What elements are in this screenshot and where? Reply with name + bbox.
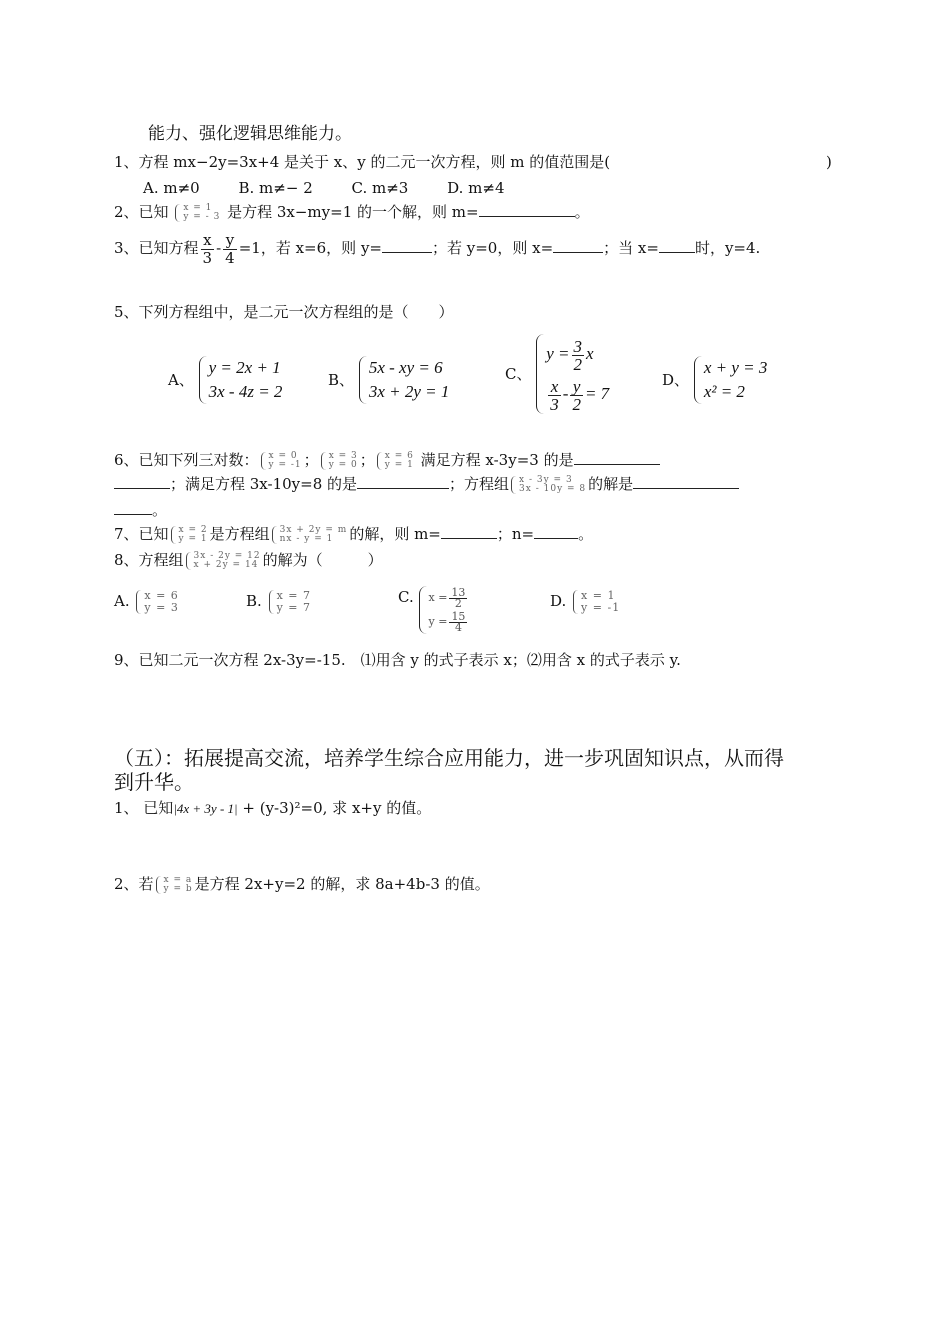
frac-den: 3	[550, 394, 559, 414]
question-3-end: 时，y=4.	[694, 239, 761, 257]
eq-part: -	[562, 384, 569, 403]
problem-2-text: 是方程 2x+y=2 的解，求 8a+4b-3 的值。	[194, 875, 490, 893]
question-5: 5、下列方程组中，是二元一次方程组的是（ ）	[114, 303, 454, 321]
question-7-system	[272, 526, 348, 544]
answer-blank[interactable]	[534, 524, 578, 539]
question-2-end: 。	[574, 203, 590, 221]
question-7-pair	[171, 526, 208, 544]
fraction	[201, 232, 215, 267]
mini-eq: x = 7	[276, 589, 311, 602]
section-5-heading: （五）：拓展提高交流，培养学生综合应用能力，进一步巩固知识点，从而得	[114, 746, 784, 770]
question-3-text3: ；当 x=	[603, 239, 659, 257]
option-system	[419, 586, 470, 634]
question-8-option-c	[398, 586, 469, 634]
question-2-system	[175, 204, 220, 222]
frac-num: 13	[451, 585, 466, 599]
question-6-line1	[114, 450, 660, 470]
question-2-text: 是方程 3x−my=1 的一个解，则 m=	[227, 203, 479, 221]
problem-1-prefix: 1、 已知	[114, 799, 174, 817]
question-8	[114, 550, 383, 570]
equation-system	[536, 334, 609, 414]
eq-part: x =	[428, 591, 448, 604]
question-6-text1: 满足方程 x-3y=3 的是	[420, 451, 574, 469]
problem-2-prefix: 2、若	[114, 875, 154, 893]
equation: 5x - xy = 6	[368, 358, 443, 377]
frac-den: 3	[202, 248, 213, 267]
question-8-prefix: 8、方程组	[114, 551, 184, 569]
problem-1-text: + (y-3)²=0, 求 x+y 的值。	[242, 799, 432, 817]
question-1-text: 1、方程 mx−2y=3x+4 是关于 x、y 的二元一次方程，则 m 的值范围是(	[114, 153, 611, 171]
problem-2-pair	[156, 876, 193, 894]
option-label: C、	[505, 365, 532, 383]
minus: -	[216, 239, 222, 257]
separator: ；	[359, 451, 375, 469]
question-6-prefix: 6、已知下列三对数：	[114, 451, 259, 469]
answer-blank[interactable]	[574, 450, 660, 465]
question-9: 9、已知二元一次方程 2x-3y=-15. ⑴用含 y 的式子表示 x；⑵用含 x 的式子表示 y.	[114, 651, 681, 669]
question-7	[114, 524, 593, 544]
pair-1	[261, 452, 302, 470]
mini-eq: y = 7	[276, 601, 312, 614]
mini-eq: x = 2	[178, 525, 208, 535]
option-d: D. m≠4	[447, 179, 505, 197]
question-6-text3: ；方程组	[449, 475, 510, 493]
intro-line: 能力、强化逻辑思维能力。	[148, 124, 352, 144]
option-c-system	[505, 334, 609, 414]
mini-eq: nx - y = 1	[279, 534, 334, 544]
fraction	[548, 378, 561, 413]
equation-system	[359, 356, 450, 404]
answer-blank[interactable]	[633, 474, 739, 489]
equation: 3x + 2y = 1	[368, 382, 450, 401]
mini-eq: y = - 3	[183, 212, 221, 222]
option-label: D.	[550, 592, 567, 610]
answer-blank[interactable]	[114, 500, 152, 515]
question-2-prefix: 2、已知	[114, 203, 169, 221]
question-6-text2: ；满足方程 3x-10y=8 的是	[170, 475, 358, 493]
question-7-prefix: 7、已知	[114, 525, 169, 543]
option-system	[269, 590, 311, 614]
answer-blank[interactable]	[357, 474, 449, 489]
pair-2	[321, 452, 358, 470]
mini-eq: x + 2y = 14	[193, 560, 259, 570]
mini-eq: 3x - 10y = 8	[519, 484, 587, 494]
answer-blank[interactable]	[441, 524, 497, 539]
mini-eq: 3x - 2y = 12	[193, 551, 261, 561]
option-b: B. m≠− 2	[238, 179, 313, 197]
frac-num: 3	[573, 336, 583, 356]
option-label: B、	[328, 371, 355, 389]
fraction	[449, 609, 467, 634]
mini-eq: y = 1	[178, 534, 208, 544]
frac-den: 2	[454, 596, 462, 610]
equation: x² = 2	[703, 382, 745, 401]
answer-blank[interactable]	[479, 202, 575, 217]
option-label: B.	[246, 592, 262, 610]
option-label: A、	[168, 371, 194, 389]
frac-num: 15	[451, 609, 466, 623]
frac-num: x	[548, 378, 561, 396]
option-a: A. m≠0	[143, 179, 200, 197]
equation: x + y = 3	[703, 358, 768, 377]
equation: y = 2x + 1	[208, 358, 281, 377]
equation-system	[199, 356, 283, 404]
question-7-mid: 是方程组	[209, 525, 270, 543]
mini-eq: y = 0	[328, 460, 358, 470]
fraction	[449, 585, 467, 610]
question-1-paren: )	[826, 153, 832, 171]
question-8-text: 的解为（ ）	[262, 551, 383, 569]
question-8-system	[186, 552, 261, 570]
mini-eq: y = 3	[144, 601, 179, 614]
eq-part: y =	[546, 344, 570, 363]
question-6-line3	[114, 500, 167, 520]
question-6-text4: 的解是	[588, 475, 634, 493]
eq-part: y =	[428, 615, 448, 628]
mini-eq: x = 1	[183, 203, 213, 213]
question-8-option-a	[114, 590, 181, 614]
answer-blank[interactable]	[114, 474, 170, 489]
pair-3	[377, 452, 414, 470]
mini-eq: x = 3	[328, 451, 358, 461]
option-system	[136, 590, 178, 614]
mini-eq: y = 1	[384, 460, 414, 470]
option-label: A.	[114, 592, 130, 610]
fraction	[572, 338, 585, 373]
question-1-options	[143, 178, 505, 198]
fraction	[223, 232, 237, 267]
equation-system	[694, 356, 768, 404]
mini-eq: 3x + 2y = m	[279, 525, 348, 535]
question-7-text: 的解，则 m=	[349, 525, 441, 543]
option-system	[573, 590, 620, 614]
eq-part: = 7	[584, 384, 610, 403]
separator: ；	[303, 451, 319, 469]
equation: 3x - 4z = 2	[208, 382, 283, 401]
question-1	[114, 152, 610, 172]
fraction	[570, 378, 583, 413]
mini-eq: x = 1	[581, 589, 616, 602]
question-8-option-b	[246, 590, 313, 614]
option-c: C. m≠3	[351, 179, 409, 197]
option-b-system	[328, 356, 449, 404]
mini-eq: x = a	[163, 875, 193, 885]
mini-eq: x = 6	[144, 589, 179, 602]
mini-eq: x - 3y = 3	[519, 475, 573, 485]
answer-blank[interactable]	[382, 238, 432, 253]
answer-blank[interactable]	[659, 238, 695, 253]
section-5-problem-1	[114, 798, 431, 819]
question-3-text2: ；若 y=0，则 x=	[431, 239, 554, 257]
question-6-end: 。	[152, 501, 168, 519]
answer-blank[interactable]	[553, 238, 603, 253]
mini-eq: x = 6	[384, 451, 414, 461]
question-2	[114, 202, 590, 222]
mini-eq: y = -1	[581, 601, 621, 614]
question-8-option-d	[550, 590, 622, 614]
mini-eq: x = 0	[268, 451, 298, 461]
frac-den: 2	[573, 354, 583, 374]
option-d-system	[662, 356, 767, 404]
question-6-line2	[114, 474, 739, 494]
question-7-text2: ；n=	[496, 525, 535, 543]
frac-num: y	[223, 232, 237, 250]
frac-den: 2	[572, 394, 581, 414]
frac-den: 4	[454, 620, 462, 634]
frac-den: 4	[225, 248, 235, 267]
option-a-system	[168, 356, 282, 404]
absolute-value-expression: |4x + 3y - 1|	[173, 801, 238, 816]
mini-eq: y = b	[163, 884, 193, 894]
frac-num: x	[201, 232, 215, 250]
question-3-text: =1，若 x=6，则 y=	[238, 239, 382, 257]
question-3	[114, 230, 760, 267]
eq-part: x	[586, 344, 594, 363]
mini-eq: y = -1	[268, 460, 302, 470]
option-label: C.	[398, 588, 414, 606]
frac-num: y	[570, 378, 583, 396]
question-6-system	[511, 476, 586, 494]
question-3-prefix: 3、已知方程	[114, 239, 199, 257]
option-label: D、	[662, 371, 690, 389]
section-5-problem-2	[114, 874, 490, 894]
section-5-heading-2: 到升华。	[114, 770, 194, 794]
question-7-end: 。	[578, 525, 594, 543]
